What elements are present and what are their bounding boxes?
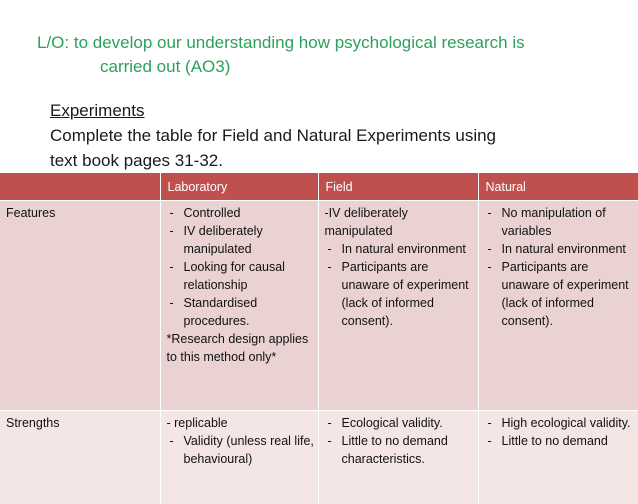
- learning-objective: [37, 31, 617, 79]
- header-laboratory: Laboratory: [160, 173, 318, 201]
- section-heading: Experiments: [50, 98, 610, 123]
- instruction-line2: text book pages 31-32.: [50, 148, 610, 173]
- learning-objective-line1: L/O: to develop our understanding how psychological research is: [37, 31, 617, 55]
- bullet-item: - Participants are unaware of experiment (lack of informed consent).: [325, 258, 475, 330]
- bullet-item: - In natural environment: [325, 240, 475, 258]
- table-row-features: [0, 201, 638, 411]
- header-field: Field: [318, 173, 478, 201]
- bullet-item: - No manipulation of variables: [485, 204, 635, 240]
- learning-objective-line2: carried out (AO3): [37, 55, 617, 79]
- cell-lead-text: - replicable: [167, 414, 315, 432]
- table-row-strengths: [0, 411, 638, 504]
- header-cell-blank: [0, 173, 160, 201]
- instruction-line1: Complete the table for Field and Natural Experiments using: [50, 123, 610, 148]
- cell-lead-text: -IV deliberately manipulated: [325, 204, 475, 240]
- bullet-item: - In natural environment: [485, 240, 635, 258]
- row-label-features: Features: [0, 201, 160, 411]
- bullet-item: - Controlled: [167, 204, 315, 222]
- cell-features-natural: [478, 201, 638, 411]
- bullet-item: - High ecological validity.: [485, 414, 635, 432]
- bullet-item: - Looking for causal relationship: [167, 258, 315, 294]
- instructions: [50, 98, 610, 173]
- bullet-item: - Standardised procedures.: [167, 294, 315, 330]
- bullet-item: - Participants are unaware of experiment (lack of informed consent).: [485, 258, 635, 330]
- header-natural: Natural: [478, 173, 638, 201]
- cell-note: *Research design applies to this method only*: [167, 330, 315, 366]
- table-header-row: [0, 173, 638, 201]
- bullet-item: - Validity (unless real life, behavioural): [167, 432, 315, 468]
- bullet-item: - IV deliberately manipulated: [167, 222, 315, 258]
- comparison-table: [0, 173, 638, 504]
- cell-features-field: [318, 201, 478, 411]
- cell-features-laboratory: [160, 201, 318, 411]
- bullet-item: - Little to no demand: [485, 432, 635, 450]
- cell-strengths-field: [318, 411, 478, 504]
- cell-strengths-laboratory: [160, 411, 318, 504]
- bullet-item: - Little to no demand characteristics.: [325, 432, 475, 468]
- bullet-item: - Ecological validity.: [325, 414, 475, 432]
- cell-strengths-natural: [478, 411, 638, 504]
- row-label-strengths: Strengths: [0, 411, 160, 504]
